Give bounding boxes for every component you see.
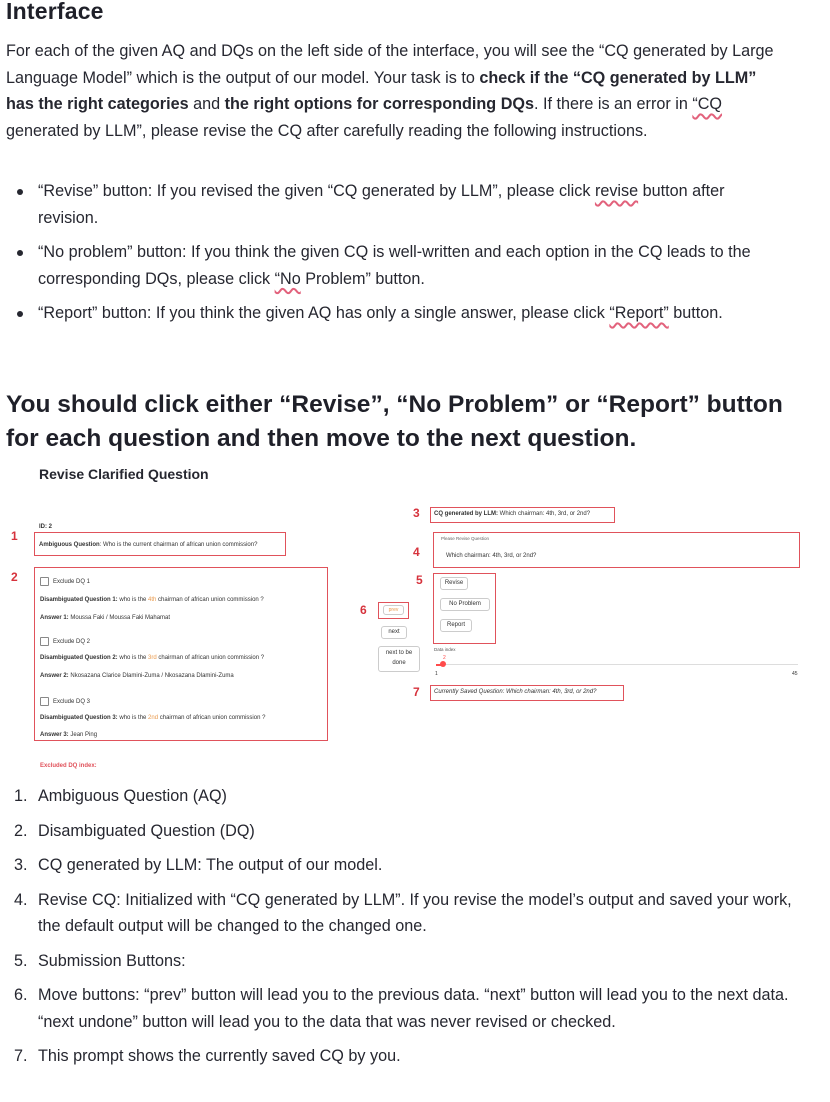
slider-max: 45: [792, 671, 798, 677]
checkbox-icon: [40, 637, 49, 646]
revise-cq-input[interactable]: Which chairman: 4th, 3rd, or 2nd?: [446, 553, 537, 559]
prev-button[interactable]: prev: [383, 605, 404, 615]
report-button[interactable]: Report: [440, 619, 472, 632]
screenshot-title: Revise Clarified Question: [39, 466, 209, 482]
list-item: 4. Revise CQ: Initialized with “CQ generated by LLM”. If you revise the model’s output and saved your work, the default output will be changed to the changed one.: [14, 890, 792, 935]
next-button[interactable]: next: [381, 626, 407, 639]
marker-1: 1: [11, 529, 18, 543]
slider-value: 2: [443, 655, 446, 661]
intro-bold-2: the right options for corresponding DQs: [224, 95, 534, 113]
page-title: Interface: [6, 0, 104, 24]
exclude-dq-1[interactable]: Exclude DQ 1: [40, 577, 90, 586]
slider-track[interactable]: [436, 664, 798, 665]
next-undone-button[interactable]: next to be done: [378, 646, 420, 672]
list-item: 6. Move buttons: “prev” button will lead you to the previous data. “next” button will lead you to the next data. “next undone” button will lead you to the data that was never revised or checked.: [14, 986, 789, 1031]
marker-6: 6: [360, 603, 367, 617]
marker-7: 7: [413, 685, 420, 699]
saved-question-text: Currently Saved Question: Which chairman: 4th, 3rd, or 2nd?: [434, 689, 597, 695]
slider-handle[interactable]: [440, 661, 446, 667]
checkbox-icon: [40, 697, 49, 706]
slider-min: 1: [435, 671, 438, 677]
exclude-dq-3[interactable]: Exclude DQ 3: [40, 697, 90, 706]
marker-4: 4: [413, 545, 420, 559]
intro-bold-1: check if the “CQ generated by LLM” has the right categories: [6, 68, 757, 113]
list-item: 5. Submission Buttons:: [14, 951, 186, 970]
list-item: “Revise” button: If you revised the given “CQ generated by LLM”, please click revise button after revision.: [0, 178, 780, 231]
list-item: “Report” button: If you think the given AQ has only a single answer, please click “Report” button.: [0, 300, 780, 327]
id-label: ID: 2: [39, 524, 53, 530]
checkbox-icon: [40, 577, 49, 586]
revise-button[interactable]: Revise: [440, 577, 468, 590]
list-item: 2. Disambiguated Question (DQ): [14, 821, 255, 840]
list-item: “No problem” button: If you think the given CQ is well-written and each option in the CQ leads to the corresponding DQs, please click “No Problem” button.: [0, 239, 780, 292]
marker-2: 2: [11, 570, 18, 584]
excluded-dq-index: Excluded DQ index:: [40, 763, 97, 769]
slider-label: Data index: [434, 647, 456, 652]
exclude-dq-2[interactable]: Exclude DQ 2: [40, 637, 90, 646]
list-item: 7. This prompt shows the currently saved CQ by you.: [14, 1047, 401, 1065]
marker-5: 5: [416, 573, 423, 587]
spellcheck-underline: “CQ: [692, 95, 722, 113]
interface-screenshot: Revise Clarified Question 1 2 3 4 5 6 7 ID: 2 Ambiguous Question: Who is the current chairman of african union commission? Exclude DQ 1 Disambiguated Question 1: who is the 4th chairman of african union commission ? Answer 1: Moussa Faki / Moussa Faki Mahamat Exclude DQ 2 Disambiguated Question 2: who is the 3rd chairman of african union commission ? Answer 2: Nkosazana Clarice Dlamini-Zuma / Nkosazana Dlamini-Zuma Exclude DQ 3 Disambiguated Question 3: who is the 2nd chairman of african union commission ? Answer 3: Jean Ping Excluded DQ index: CQ generated by LLM: Which chairman: 4th, 3rd, or 2nd? Please Revise Question Which chairman: 4th, 3rd, or 2nd? Revise No Problem Report prev next next to be done Data index 2 1 45 Currently Saved Question: Which chairman: 4th, 3rd, or 2nd?: [0, 462, 830, 782]
legend-list: [0, 783, 800, 1078]
revise-hint: Please Revise Question: [441, 536, 490, 541]
main-instruction-heading: You should click either “Revise”, “No Problem” or “Report” button for each question and then move to the next question.: [6, 391, 783, 452]
list-item: 1. Ambiguous Question (AQ): [14, 787, 227, 805]
marker-3: 3: [413, 506, 420, 520]
cq-generated-text: CQ generated by LLM: Which chairman: 4th, 3rd, or 2nd?: [434, 511, 591, 517]
intro-paragraph: For each of the given AQ and DQs on the left side of the interface, you will see the “CQ generated by Large Language Model” which is the output of our model. Your task is to check if the “CQ generated by LLM” has the right categories and the right options for corresponding DQs. If there is an error in “CQ generated by LLM”, please revise the CQ after carefully reading the following instructions.: [6, 42, 774, 140]
button-instructions-list: [0, 178, 780, 335]
no-problem-button[interactable]: No Problem: [440, 598, 490, 611]
aq-text: Ambiguous Question: Who is the current chairman of african union commission?: [39, 542, 258, 548]
list-item: 3. CQ generated by LLM: The output of our model.: [14, 856, 383, 874]
